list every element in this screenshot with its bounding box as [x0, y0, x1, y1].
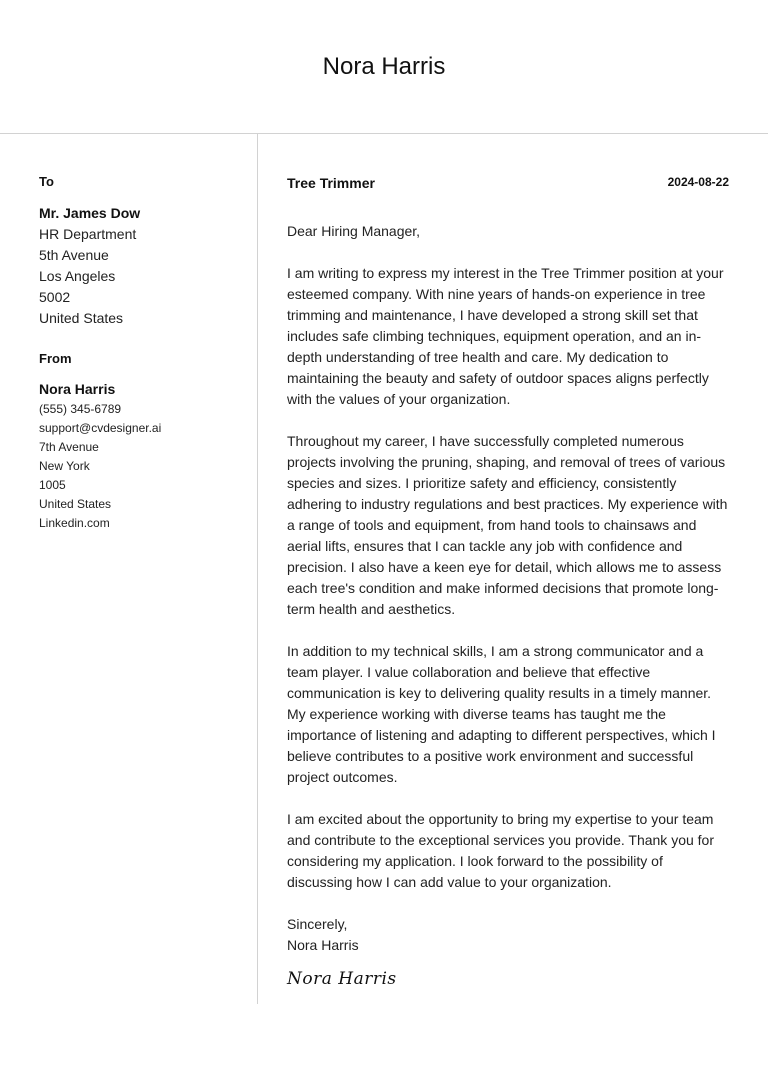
sender-phone: (555) 345-6789: [39, 402, 122, 416]
contact-sidebar: [39, 174, 244, 533]
sender-linkedin: Linkedin.com: [39, 516, 110, 530]
paragraph-skills: In addition to my technical skills, I am a strong communicator and a team player. I value collaboration and believe that effective communication is key to delivering quality results in a timely manner. My experience working with diverse teams has taught me the importance of listening and adapting to different perspectives, which I believe contributes to a positive work environment and successful project outcomes.: [287, 643, 716, 785]
paragraph-intro: I am writing to express my interest in the Tree Trimmer position at your esteemed company. With nine years of hands-on experience in tree trimming and maintenance, I have developed a strong skill set that includes safe climbing techniques, equipment operation, and an in-depth understanding of tree health and care. My dedication to maintaining the beauty and safety of outdoor spaces aligns perfectly with the values of your organization.: [287, 265, 724, 407]
sender-name: Nora Harris: [39, 381, 116, 397]
letter-meta-row: [287, 174, 729, 192]
recipient-country: United States: [39, 310, 124, 326]
applicant-name-title: Nora Harris: [322, 53, 446, 80]
letter-header: [0, 0, 768, 134]
sender-email: support@cvdesigner.ai: [39, 421, 162, 435]
sender-country: United States: [39, 497, 112, 511]
letter-date: 2024-08-22: [667, 175, 729, 189]
recipient-department: HR Department: [39, 226, 137, 242]
recipient-postal-code: 5002: [39, 289, 71, 305]
closing-salutation: Sincerely,: [287, 916, 348, 932]
header-divider: [0, 133, 768, 134]
recipient-block: [39, 174, 244, 329]
sender-city: New York: [39, 459, 90, 473]
column-divider: [257, 134, 258, 1004]
sender-block: [39, 351, 244, 533]
recipient-name: Mr. James Dow: [39, 205, 141, 221]
recipient-city: Los Angeles: [39, 268, 116, 284]
recipient-heading: To: [39, 174, 54, 189]
closing-name: Nora Harris: [287, 937, 359, 953]
sender-street: 7th Avenue: [39, 440, 99, 454]
job-title: Tree Trimmer: [287, 175, 375, 191]
sender-heading: From: [39, 351, 72, 366]
letter-body: [287, 174, 729, 990]
paragraph-closing: I am excited about the opportunity to bring my expertise to your team and contribute to the exceptional services you provide. Thank you for considering my application. I look forward to the possibility of discussing how I can add value to your organization.: [287, 811, 714, 890]
sender-postal-code: 1005: [39, 478, 66, 492]
handwritten-signature: Nora Harris: [287, 969, 397, 989]
paragraph-experience: Throughout my career, I have successfully completed numerous projects involving the pruning, shaping, and removal of trees of various species and sizes. I prioritize safety and efficiency, consistently adhering to industry regulations and best practices. My experience with a range of tools and equipment, from hand tools to chainsaws and aerial lifts, ensures that I can tackle any job with confidence and precision. I also have a keen eye for detail, which allows me to assess each tree's condition and make informed decisions that promote long-term health and aesthetics.: [287, 433, 728, 617]
recipient-street: 5th Avenue: [39, 247, 109, 263]
salutation: Dear Hiring Manager,: [287, 223, 421, 239]
